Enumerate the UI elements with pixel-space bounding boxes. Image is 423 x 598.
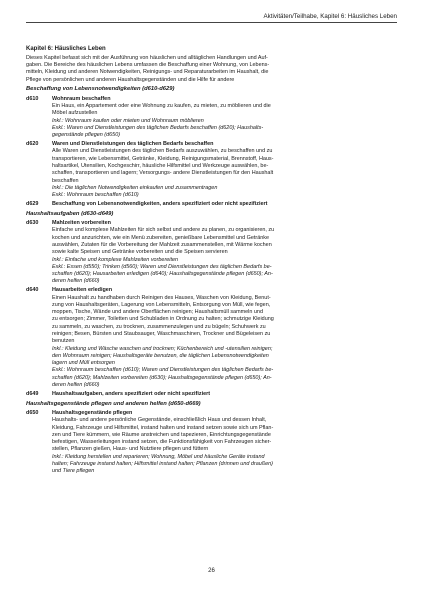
entry-description-line: Einen Haushalt zu handhaben durch Reinigen des Hauses, Waschen von Kleidung, Benut- <box>52 294 271 301</box>
entry-title: Hausarbeiten erledigen <box>52 287 113 294</box>
running-header-title: Aktivitäten/Teilhabe, Kapitel 6: Häusliches Leben <box>263 13 397 20</box>
page-number: 26 <box>208 568 215 574</box>
entry-note-line: deren helfen (d660) <box>52 382 100 389</box>
entry-description-line: sowie kalte Speisen und Getränke vorbereiten und die Speisen servieren <box>52 249 228 256</box>
classification-entry <box>26 141 398 199</box>
entry-body <box>52 410 398 476</box>
classification-entry <box>26 410 398 476</box>
entry-note-line: den Wohnraum reinigen; Haushaltsgeräte benutzen, die täglichen Lebensnotwendigkeiten <box>52 352 269 359</box>
entry-body <box>52 141 398 199</box>
entry-description-line: beschaffen <box>52 177 79 184</box>
entry-body <box>52 96 398 140</box>
entry-note-line: deren helfen (d660) <box>52 278 100 285</box>
entry-title: Waren und Dienstleistungen des täglichen Bedarfs beschaffen <box>52 141 214 148</box>
entry-code: d649 <box>26 390 39 397</box>
entry-note-line: Inkl.: Die täglichen Notwendigkeiten einkaufen und zusammentragen <box>52 184 218 191</box>
entry-note-line: Inkl.: Wohnraum kaufen oder mieten und Wohnraum möblieren <box>52 117 204 124</box>
entry-description-line: befestigen, Wasserleitungen instand setzen, die Funktionsfähigkeit von Fahrzeugen sicher- <box>52 439 272 446</box>
entry-code: d620 <box>26 141 39 148</box>
intro-line: Pflege von persönlichen und anderen Haushaltsgegenständen und die Hilfe für andere <box>26 76 235 83</box>
entry-note-line: Exkl.: Waren und Dienstleistungen des täglichen Bedarfs beschaffen (d620); Haushalts- <box>52 124 264 131</box>
entry-note-line: Inkl.: Kleidung und Wäsche waschen und trocknen; Küchenbereich und -utensilien reinigen; <box>52 345 273 352</box>
entry-title: Haushaltsgegenstände pflegen <box>52 409 133 416</box>
chapter-intro <box>26 55 398 84</box>
entry-body <box>52 201 398 208</box>
intro-line: mitteln, Kleidung und anderen Notwendigkeiten, Reinigungs- und Reparaturarbeiten im Haushalt, die <box>26 69 269 76</box>
classification-entry <box>26 287 398 389</box>
entry-description-line: schaffen, transportieren und lagern; Versorgungs- andere Dienstleistungen für den Haushalt <box>52 170 274 177</box>
section-heading: Beschaffung von Lebensnotwendigkeiten (d610-d629) <box>26 86 175 93</box>
entry-description-line: auswählen, Zutaten für die Vorbereitung der Mahlzeit zusammenstellen, mit Wärme kochen <box>52 241 272 248</box>
entry-note-line: und Tiere pflegen <box>52 468 95 475</box>
entry-note-line: Inkl.: Kleidung herstellen und reparieren; Wohnung, Möbel und häusliche Geräte instand <box>52 453 265 460</box>
entry-body <box>52 287 398 389</box>
entry-description-line: moppen, Tische, Wände und andere Oberflächen reinigen; Haushaltsmüll sammeln und <box>52 309 263 316</box>
entry-description-line: Möbel aufzustellen <box>52 110 98 117</box>
entry-description-line: zung von Haushaltsgeräten, Lagerung von Lebensmitteln, Entsorgung von Müll, wie fegen, <box>52 301 271 308</box>
entry-description-line: zen und Tiere kümmern, wie Räume anstreichen und tapezieren, Einrichtungsgegenstände <box>52 431 271 438</box>
entry-note-line: halten; Fahrzeuge instand halten; Hilfsmittel instand halten; Pflanzen (drinnen und draußen) <box>52 461 273 468</box>
entry-description-line: transportieren, wie Lebensmittel, Getränke, Kleidung, Reinigungsmaterial, Brennstoff, Haus- <box>52 155 274 162</box>
classification-entry <box>26 391 398 398</box>
entry-description-line: reinigen; Besen, Bürsten und Staubsauger, Waschmaschinen, Trockner und Bügeleisen zu <box>52 330 271 337</box>
entry-description-line: Haushalts- und andere persönliche Gegenstände, einschließlich Haus und dessen Inhalt, <box>52 417 267 424</box>
classification-entry <box>26 201 398 208</box>
entry-code: d650 <box>26 409 39 416</box>
intro-line: gaben. Die Bereiche des häuslichen Lebens umfassen die Beschaffung einer Wohnung, von Lebens- <box>26 62 270 69</box>
entry-code: d630 <box>26 220 39 227</box>
entry-code: d629 <box>26 200 39 207</box>
entry-note-line: Exkl.: Wohnraum beschaffen (d610) <box>52 192 139 199</box>
entry-note-line: Exkl.: Essen (d550); Trinken (d560); Waren und Dienstleistungen des täglichen Bedarfs be- <box>52 263 272 270</box>
entry-code: d640 <box>26 287 39 294</box>
entry-description-line: Alle Waren und Dienstleistungen des täglichen Bedarfs auszuwählen, zu beschaffen und zu <box>52 148 273 155</box>
entry-description-line: Einfache und komplexe Mahlzeiten für sich selbst und andere zu planen, zu organisieren, zu <box>52 227 275 234</box>
entry-description-line: zu entsorgen; Zimmer, Toiletten und Schubladen in Ordnung zu halten; schmutzige Kleidung <box>52 316 274 323</box>
entry-body <box>52 220 398 286</box>
entry-code: d610 <box>26 95 39 102</box>
classification-entry <box>26 220 398 286</box>
entry-description-line: zu sammeln, zu waschen, zu trocknen, zusammenzulegen und zu bügeln; Schuhwerk zu <box>52 323 266 330</box>
chapter-title: Kapitel 6: Häusliches Leben <box>26 46 106 52</box>
entry-note-line: Exkl.: Wohnraum beschaffen (d610); Waren und Dienstleistungen des täglichen Bedarfs be- <box>52 367 274 374</box>
entry-note-line: Inkl.: Einfache und komplexe Mahlzeiten vorbereiten <box>52 256 179 263</box>
entry-title: Beschaffung von Lebensnotwendigkeiten, anders spezifiziert oder nicht spezifiziert <box>52 200 268 207</box>
entry-body <box>52 391 398 398</box>
sections <box>26 86 398 475</box>
entry-title: Wohnraum beschaffen <box>52 95 111 102</box>
page-content <box>26 46 398 476</box>
intro-line: Dieses Kapitel befasst sich mit der Ausführung von häuslichen und alltäglichen Handlungen und Auf- <box>26 54 268 61</box>
entry-description-line: haltsartikel, Utensilien, Kochgeschirr, häusliche Hilfsmittel und Werkzeuge auswählen, be- <box>52 162 269 169</box>
entry-note-line: schaffen (d620); Hausarbeiten erledigen (d640); Haushaltsgegenstände pflegen (d650); An- <box>52 271 273 278</box>
entry-description-line: benutzen <box>52 338 75 345</box>
running-header <box>26 13 397 23</box>
entry-note-line: schaffen (d620); Mahlzeiten vorbereiten (d630); Haushaltsgegenstände pflegen (d650); An- <box>52 374 272 381</box>
entry-description-line: Ein Haus, ein Appartement oder eine Wohnung zu kaufen, zu mieten, zu möblieren und die <box>52 103 271 110</box>
entry-description-line: Kleidung, Fahrzeuge und Hilfsmittel, instand halten und instand setzen sowie sich um Pflan- <box>52 424 274 431</box>
entry-title: Mahlzeiten vorbereiten <box>52 220 111 227</box>
entry-description-line: kochen und anzurichten, wie ein Menü zubereiten, genießbare Lebensmittel und Getränke <box>52 234 270 241</box>
entry-title: Haushaltsaufgaben, anders spezifiziert oder nicht spezifiziert <box>52 390 211 397</box>
entry-description-line: stellen, Pflanzen gießen, Haus- und Nutztiere pflegen und füttern <box>52 446 209 453</box>
entry-note-line: lagern und Müll entsorgen <box>52 360 115 367</box>
entry-note-line: gegenstände pflegen (d650) <box>52 132 121 139</box>
section-heading: Haushaltsaufgaben (d630-d649) <box>26 210 114 217</box>
section-heading: Haushaltsgegenstände pflegen und anderen helfen (d650-d669) <box>26 400 201 407</box>
classification-entry <box>26 96 398 140</box>
